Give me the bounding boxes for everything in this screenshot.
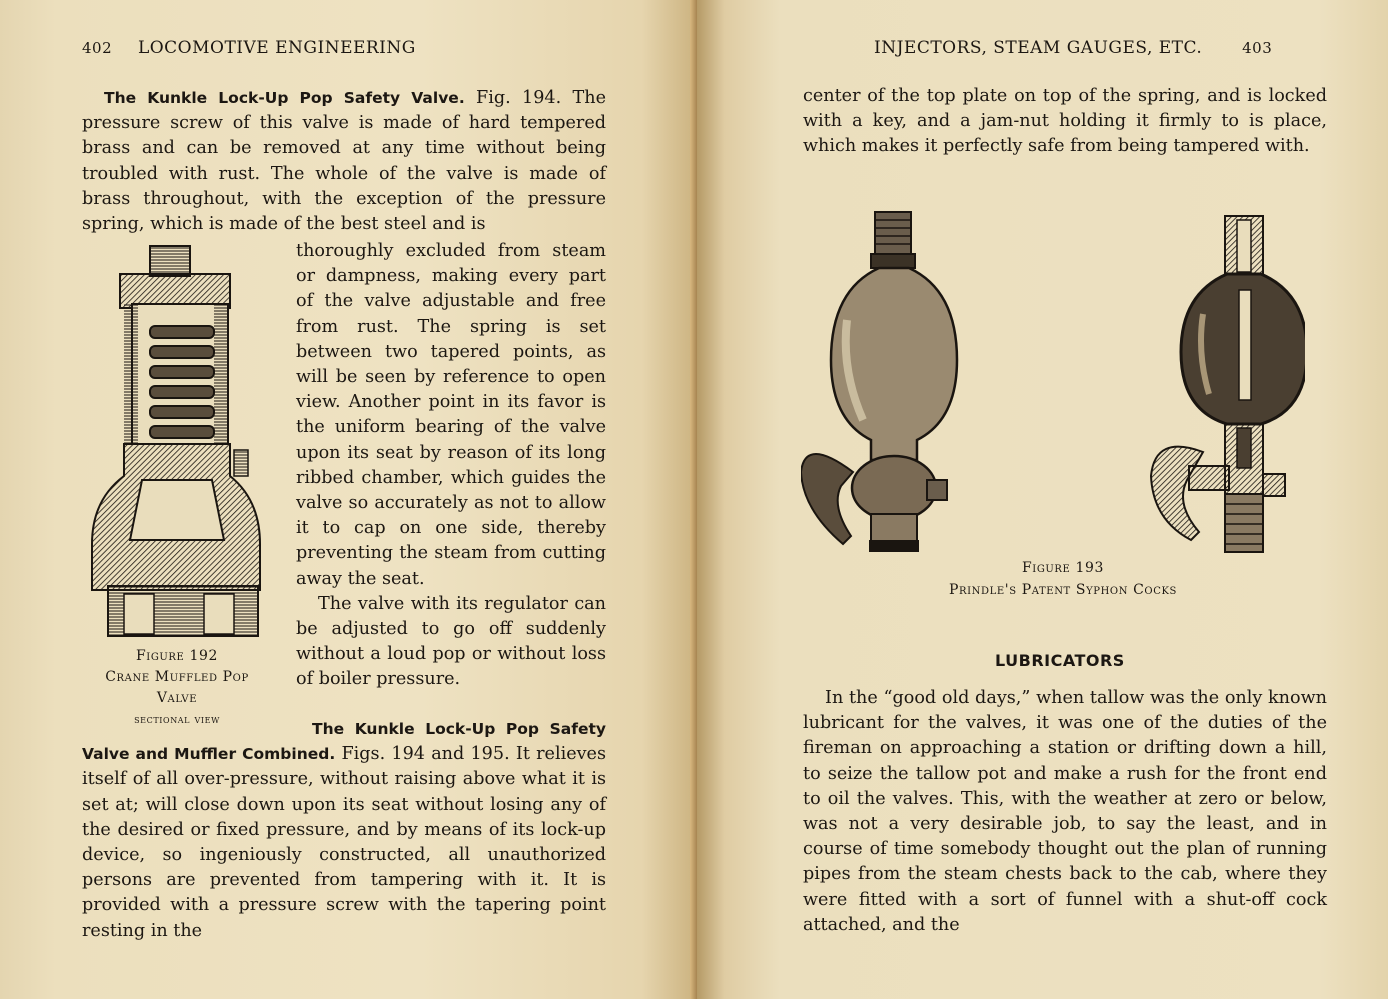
left-running-head [82,38,416,58]
figure-193-title: Prindle's Patent Syphon Cocks [948,582,1177,598]
left-para-4-text: Figs. 194 and 195. It relieves itself of all over-pressure, without raising above what it is set at; will close down upon its seat without losing any of the desired or fixed pressure, and by means of its lock-up device, so ingeniously constructed, all unauthorized persons are prevented from tampering with it. It is provided with a pressure screw with the tapering point resting in the [82,744,606,941]
figure-193-syphon-cock-section [1143,214,1305,558]
left-para-1-lead: The Kunkle Lock-Up Pop Safety Valve. [104,89,465,107]
left-para-4-lead: The Kunkle Lock-Up Pop Safety Valve and Muffler Combined. [82,720,606,764]
section-heading-lubricators: LUBRICATORS [995,651,1125,670]
figure-193-label: Figure 193 [1021,560,1105,576]
right-head-title: INJECTORS, STEAM GAUGES, ETC. [874,38,1203,58]
figure-192-title-2: Valve [156,690,198,706]
figure-192-title-1: Crane Muffled Pop [105,669,249,685]
right-para-1-text: center of the top plate on top of the spring, and is locked with a key, and a jam-nut holding it firmly to is place, which makes it perfectly safe from being tampered with. [803,86,1327,157]
figure-193-syphon-cock-exterior [801,210,987,556]
right-para-2-text: In the “good old days,” when tallow was the only known lubricant for the valves, it was one of the duties of the fireman on approaching a station or drifting down a hill, to seize the tallow pot and make a rush for the front end to oil the valves. This, with the weather at zero or below, was not a very desirable job, to say the least, and in course of time somebody thought out the plan of running pipes from the steam chests back to the cab, where they were fitted with a sort of funnel with a shut-off cock attached, and the [803,688,1327,935]
left-para-3-text: The valve with its regulator can be adjusted to go off suddenly without a loud pop or without loss of boiler pressure. [296,593,606,690]
right-para-1 [803,84,1327,160]
left-para-4 [82,717,606,944]
figure-192-subtitle: sectional view [134,712,220,726]
left-para-1-text: Fig. 194. The pressure screw of this valve is made of hard tempered brass and can be removed at any time without being troubled with rust. The whole of the valve is made of brass throughout, with the exception of the pressure spring, which is made of the best steel and is [82,88,606,235]
right-running-head [874,38,1272,58]
left-head-title: LOCOMOTIVE ENGINEERING [137,38,416,58]
left-para-1 [82,86,606,237]
figure-192-caption [82,646,272,730]
right-page-number: 403 [1242,39,1273,57]
figure-192-safety-valve-illustration [84,244,274,640]
right-para-2 [803,686,1327,938]
left-page-number: 402 [82,39,113,57]
figure-193-caption [913,558,1213,601]
figure-192-label: Figure 192 [135,648,219,664]
right-page [697,0,1388,999]
left-para-2-text: thoroughly excluded from steam or dampness, making every part of the valve adjustable and free from rust. The spring is set between two tapered points, as will be seen by reference to open view. Another point in its favor is the uniform bearing of the valve upon its seat by reason of its long ribbed chamber, which guides the valve so accurately as not to allow it to cap on one side, thereby preventing the steam from cutting away the seat. [296,241,606,589]
left-para-2 [296,239,606,693]
